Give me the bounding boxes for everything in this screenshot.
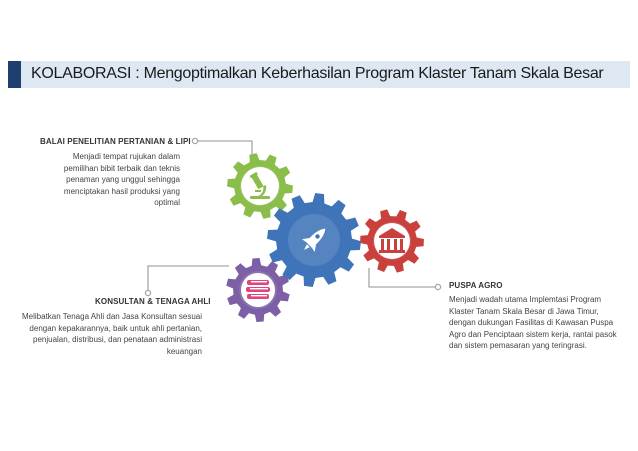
konsultan-title: KONSULTAN & TENAGA AHLI [95,297,211,306]
konsultan-description: Melibatkan Tenaga Ahli dan Jasa Konsultan sesuai dengan kepakarannya, baik untuk ahli pertanian, penjualan, distribusi, dan penataan administrasi keuangan [22,312,202,356]
page-title: KOLABORASI : Mengoptimalkan Keberhasilan Program Klaster Tanam Skala Besar [31,65,604,82]
connector-konsultan [145,266,229,296]
connector-balai [192,138,252,155]
puspa-description: Menjadi wadah utama Implemtasi Program Klaster Tanam Skala Besar di Jawa Timur, dengan dukungan Fasilitas di Kawasan Puspa Agro dan Penciptaan sistem kerja, rantai pasok dan sistem pemasaran yang teringrasi. [449,295,617,350]
balai-title: BALAI PENELITIAN PERTANIAN & LIPI [40,137,191,146]
puspa-title: PUSPA AGRO [449,281,503,290]
microscope-icon [241,167,279,205]
institution-icon [374,223,410,259]
balai-description: Menjadi tempat rujukan dalam pemilihan bibit terbaik dan teknis penaman yang unggul sehingga menciptakan hasil produksi yang optimal [63,152,180,207]
connector-puspa [369,268,441,290]
books-icon [241,273,275,307]
